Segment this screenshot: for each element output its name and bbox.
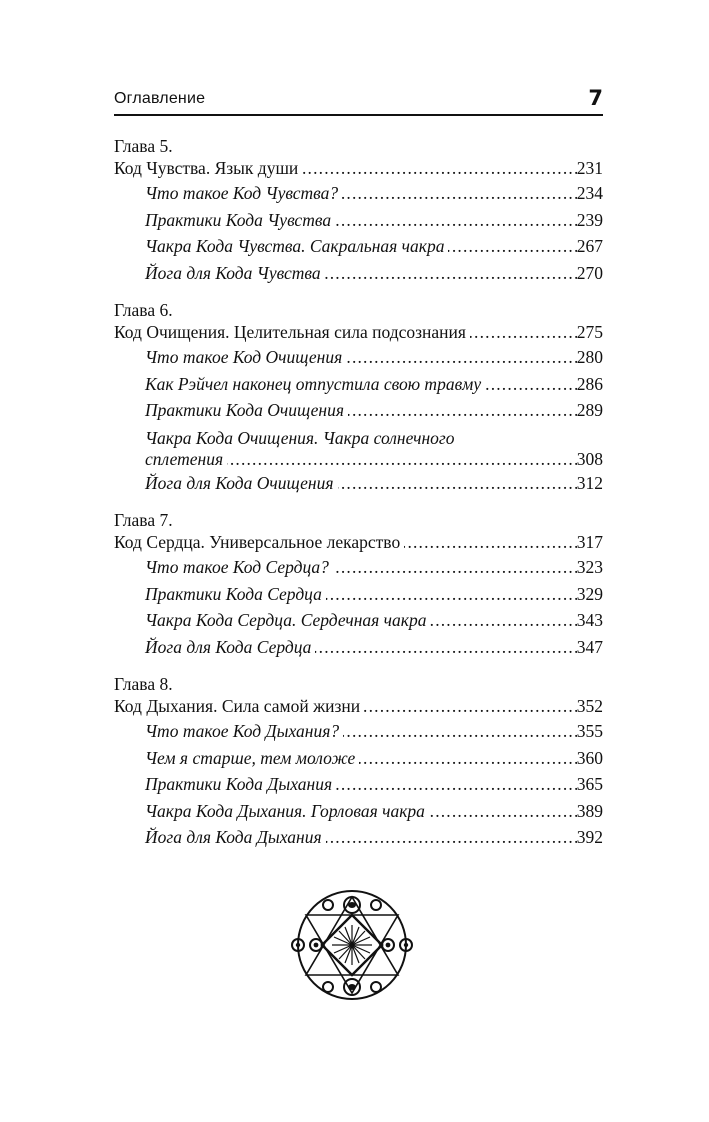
entry-page: 355 — [576, 721, 603, 741]
dot-leader — [227, 448, 577, 470]
entry-title-line-2-row — [145, 448, 603, 470]
node-dot — [314, 943, 319, 948]
entry-title: Что такое Код Сердца? — [145, 557, 329, 577]
section-entry[interactable] — [114, 233, 603, 260]
entry-title: Практики Кода Сердца — [145, 583, 322, 604]
entry-page: 360 — [576, 747, 603, 768]
entry-page: 234 — [576, 183, 603, 203]
chapter-title-entry[interactable] — [114, 694, 603, 718]
node-dot — [348, 984, 356, 990]
chakra-mandala-icon — [288, 887, 416, 1003]
entry-page: 286 — [576, 373, 603, 394]
chapter-title-entry[interactable] — [114, 530, 603, 554]
entry-title: Чакра Кода Дыхания. Горловая чакра — [145, 800, 425, 821]
dot-leader — [315, 634, 576, 661]
entry-title-line-1: Чакра Кода Очищения. Чакра солнечного — [145, 427, 455, 448]
dot-leader — [404, 530, 577, 554]
node-dot — [348, 902, 356, 908]
entry-page: 267 — [576, 236, 603, 256]
section-entry[interactable] — [114, 344, 603, 371]
table-of-contents — [114, 130, 603, 865]
entry-page: 329 — [576, 583, 603, 604]
section-entry[interactable] — [114, 718, 603, 745]
dot-leader — [448, 233, 576, 260]
dot-leader — [335, 207, 577, 234]
running-title: Оглавление — [114, 90, 206, 107]
dot-leader — [470, 320, 577, 344]
section-entry[interactable] — [114, 771, 603, 798]
entry-title: Йога для Кода Сердца — [145, 636, 312, 657]
chapter-5 — [114, 136, 603, 286]
chapter-6 — [114, 300, 603, 496]
entry-page: 352 — [576, 696, 603, 716]
dot-leader — [430, 607, 576, 634]
node-top-left — [323, 900, 333, 910]
entry-title: Что такое Код Очищения — [145, 347, 343, 367]
entry-title: Чакра Кода Сердца. Сердечная чакра — [145, 610, 427, 630]
section-entry[interactable] — [114, 260, 603, 287]
entry-page: 389 — [576, 800, 603, 821]
section-entry[interactable] — [114, 824, 603, 851]
entry-page: 365 — [576, 774, 603, 794]
entry-title: Код Чувства. Язык души — [114, 158, 299, 178]
entry-title-line-2: сплетения — [145, 448, 224, 469]
entry-page: 231 — [576, 158, 603, 178]
entry-title: Практики Кода Дыхания — [145, 774, 333, 794]
section-entry-wrapped[interactable] — [114, 428, 603, 470]
chapter-label: Глава 7. — [114, 510, 173, 530]
entry-page: 239 — [576, 209, 603, 230]
center-rays — [332, 925, 372, 965]
section-entry[interactable] — [114, 207, 603, 234]
section-entry[interactable] — [114, 371, 603, 398]
entry-page: 347 — [576, 636, 603, 657]
dot-leader — [364, 694, 577, 718]
entry-page: 275 — [576, 322, 603, 342]
entry-title: Что такое Код Чувства? — [145, 183, 339, 203]
node-dot — [386, 943, 391, 948]
chapter-label: Глава 6. — [114, 300, 173, 320]
chapter-label: Глава 5. — [114, 136, 173, 156]
chapter-title-entry[interactable] — [114, 156, 603, 180]
entry-page: 289 — [576, 400, 603, 420]
entry-title: Йога для Кода Очищения — [145, 472, 334, 493]
section-entry[interactable] — [114, 180, 603, 207]
entry-page: 312 — [576, 472, 603, 493]
entry-page: 317 — [576, 532, 603, 552]
dot-leader — [338, 470, 577, 497]
section-entry[interactable] — [114, 581, 603, 608]
entry-title: Код Сердца. Универсальное лекарство — [114, 532, 401, 552]
entry-title: Код Очищения. Целительная сила подсознания — [114, 322, 466, 342]
entry-title: Код Дыхания. Сила самой жизни — [114, 696, 361, 716]
entry-title: Как Рэйчел наконец отпустила свою травму — [145, 373, 482, 394]
page-number: 7 — [588, 86, 603, 110]
node-bottom-left — [323, 982, 333, 992]
running-header — [114, 84, 603, 116]
section-entry[interactable] — [114, 397, 603, 424]
entry-title: Практики Кода Чувства — [145, 209, 332, 230]
section-entry[interactable] — [114, 554, 603, 581]
entry-title: Чакра Кода Чувства. Сакральная чакра — [145, 236, 445, 256]
node-dot — [404, 943, 408, 947]
node-top-right — [371, 900, 381, 910]
section-entry[interactable] — [114, 470, 603, 497]
dot-leader — [325, 260, 577, 287]
dot-leader — [359, 745, 576, 772]
dot-leader — [429, 798, 577, 825]
dot-leader — [346, 344, 576, 371]
dot-leader — [342, 180, 577, 207]
dot-leader — [348, 397, 577, 424]
dot-leader — [336, 771, 577, 798]
node-bottom-right — [371, 982, 381, 992]
entry-title: Йога для Кода Дыхания — [145, 827, 322, 847]
chapter-label: Глава 8. — [114, 674, 173, 694]
entry-page: 280 — [576, 347, 603, 367]
dot-leader — [326, 581, 577, 608]
section-entry[interactable] — [114, 745, 603, 772]
chapter-7 — [114, 510, 603, 660]
entry-page: 392 — [576, 827, 603, 847]
dot-leader — [343, 718, 577, 745]
entry-title: Практики Кода Очищения — [145, 400, 344, 420]
chapter-8 — [114, 674, 603, 851]
entry-page: 343 — [576, 610, 603, 630]
dot-leader — [333, 554, 577, 581]
section-entry[interactable] — [114, 607, 603, 634]
dot-leader — [326, 824, 577, 851]
entry-page: 270 — [576, 262, 603, 283]
entry-page: 308 — [576, 448, 603, 469]
chapter-title-entry[interactable] — [114, 320, 603, 344]
entry-title: Йога для Кода Чувства — [145, 262, 321, 283]
entry-page: 323 — [576, 557, 603, 577]
section-entry[interactable] — [114, 634, 603, 661]
entry-title: Чем я старше, тем моложе — [145, 747, 356, 768]
dot-leader — [485, 371, 577, 398]
section-entry[interactable] — [114, 798, 603, 825]
node-dot — [296, 943, 300, 947]
dot-leader — [302, 156, 576, 180]
entry-title: Что такое Код Дыхания? — [145, 721, 340, 741]
